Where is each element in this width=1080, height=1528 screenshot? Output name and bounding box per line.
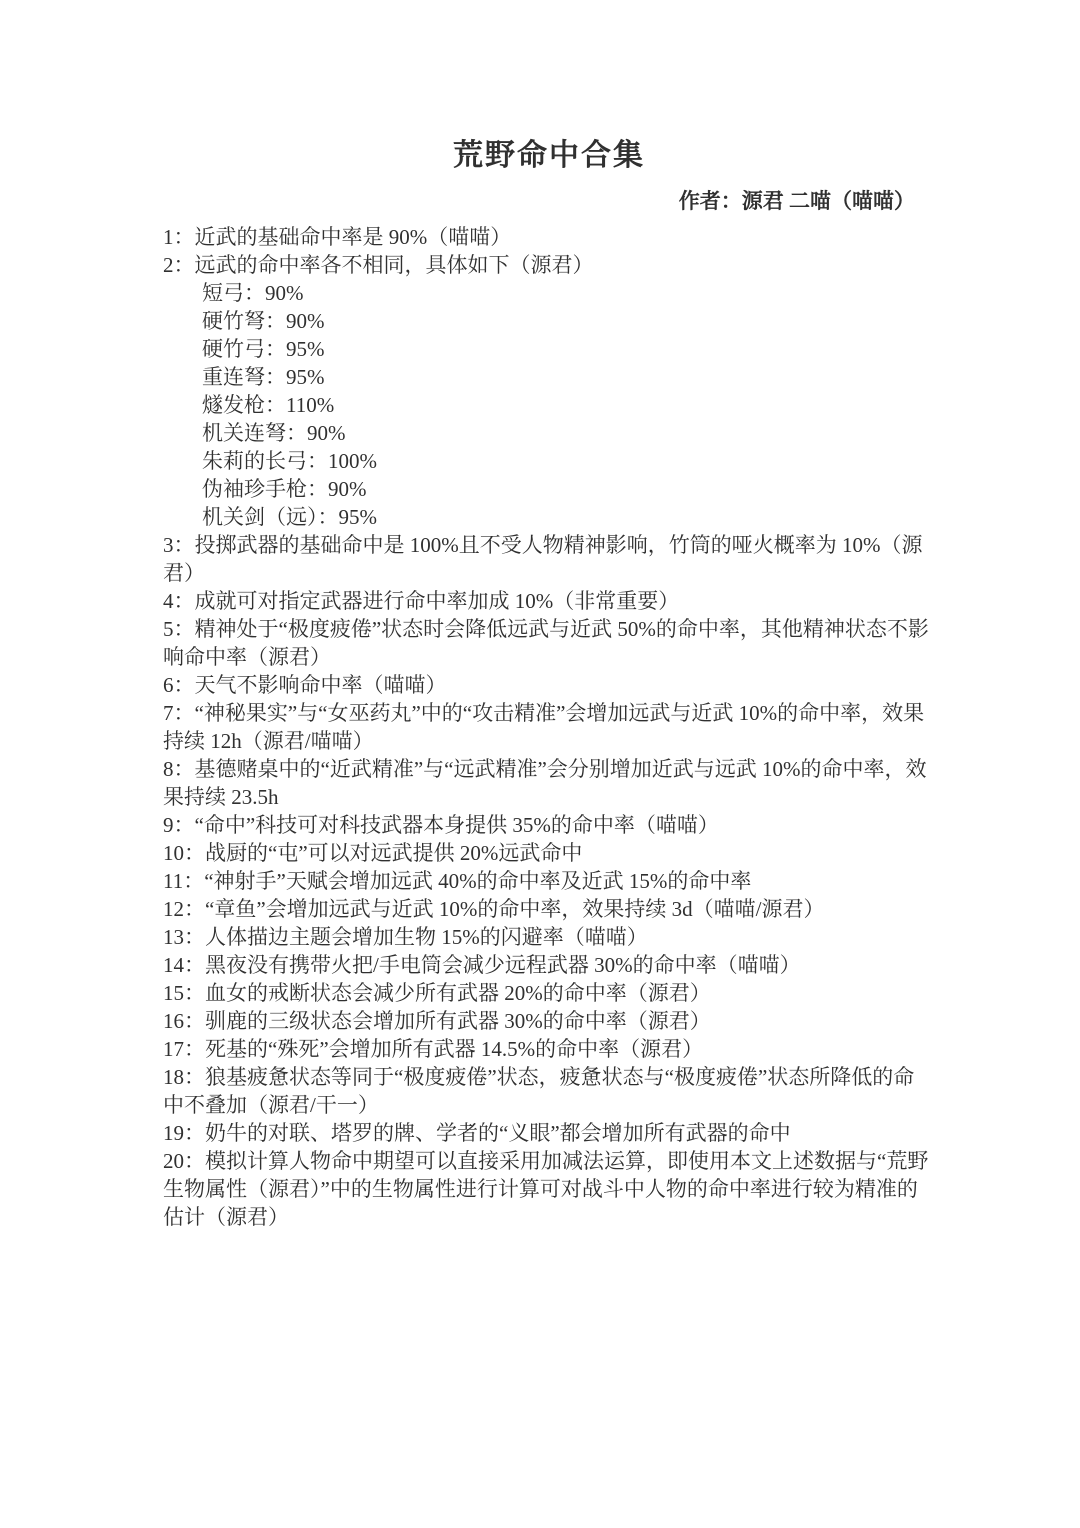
item-text: 投掷武器的基础命中是 100%且不受人物精神影响，竹筒的哑火概率为 10%（源君） — [163, 533, 923, 585]
item-number: 3： — [163, 533, 195, 557]
weapon-separator: ： — [265, 365, 286, 389]
document-body — [163, 223, 935, 1231]
weapon-rate-row — [163, 363, 935, 391]
item-number: 2： — [163, 253, 195, 277]
list-item-14 — [163, 951, 935, 979]
list-item-2 — [163, 251, 935, 279]
item-number: 4： — [163, 589, 195, 613]
item-text: “章鱼”会增加远武与近武 10%的命中率，效果持续 3d（喵喵/源君） — [205, 897, 825, 921]
item-number: 8： — [163, 757, 195, 781]
item-number: 12： — [163, 897, 205, 921]
list-item-13 — [163, 923, 935, 951]
item-text: 死基的“殊死”会增加所有武器 14.5%的命中率（源君） — [205, 1037, 704, 1061]
weapon-separator: ： — [286, 421, 307, 445]
list-item-7 — [163, 699, 935, 755]
list-item-15 — [163, 979, 935, 1007]
weapon-rate: 90% — [307, 421, 346, 445]
item-text: 天气不影响命中率（喵喵） — [194, 673, 447, 697]
item-number: 17： — [163, 1037, 205, 1061]
item-text: 远武的命中率各不相同，具体如下（源君） — [194, 253, 594, 277]
weapon-rate-row — [163, 335, 935, 363]
weapon-rate-row — [163, 503, 935, 531]
document-title: 荒野命中合集 — [453, 139, 645, 172]
item-text: 人体描边主题会增加生物 15%的闪避率（喵喵） — [205, 925, 648, 949]
list-item-12 — [163, 895, 935, 923]
item-number: 13： — [163, 925, 205, 949]
weapon-rate: 95% — [338, 505, 377, 529]
weapon-rate: 110% — [286, 393, 335, 417]
weapon-separator: ： — [265, 309, 286, 333]
weapon-name: 燧发枪 — [202, 393, 265, 417]
weapon-separator: ： — [307, 449, 328, 473]
list-item-10 — [163, 839, 935, 867]
item-text: 狼基疲惫状态等同于“极度疲倦”状态，疲惫状态与“极度疲倦”状态所降低的命中不叠加（源君/干一） — [163, 1065, 915, 1117]
weapon-separator: ： — [265, 337, 286, 361]
weapon-rate-row — [163, 279, 935, 307]
list-item-4 — [163, 587, 935, 615]
weapon-rate: 100% — [328, 449, 377, 473]
weapon-name: 硬竹弓 — [202, 337, 265, 361]
item-number: 5： — [163, 617, 195, 641]
weapon-name: 重连弩 — [202, 365, 265, 389]
weapon-name: 机关剑（远） — [202, 505, 318, 529]
weapon-separator: ： — [317, 505, 339, 529]
weapon-separator: ： — [307, 477, 328, 501]
weapon-rate-row — [163, 475, 935, 503]
item-number: 9： — [163, 813, 195, 837]
item-number: 1： — [163, 225, 195, 249]
list-item-5 — [163, 615, 935, 671]
weapon-separator: ： — [265, 393, 286, 417]
weapon-rate-list — [163, 279, 935, 531]
item-text: 精神处于“极度疲倦”状态时会降低远武与近武 50%的命中率，其他精神状态不影响命中率（源君） — [163, 617, 929, 669]
item-text: 模拟计算人物命中期望可以直接采用加减法运算，即使用本文上述数据与“荒野生物属性（源君）”中的生物属性进行计算可对战斗中人物的命中率进行较为精准的估计（源君） — [163, 1149, 929, 1229]
item-text: 黑夜没有携带火把/手电筒会减少远程武器 30%的命中率（喵喵） — [205, 953, 801, 977]
item-number: 19： — [163, 1121, 205, 1145]
item-number: 14： — [163, 953, 205, 977]
item-text: 成就可对指定武器进行命中率加成 10%（非常重要） — [194, 589, 680, 613]
weapon-name: 伪袖珍手枪 — [202, 477, 307, 501]
weapon-rate-row — [163, 419, 935, 447]
weapon-rate: 90% — [265, 281, 304, 305]
weapon-rate-row — [163, 391, 935, 419]
item-text: 奶牛的对联、塔罗的牌、学者的“义眼”都会增加所有武器的命中 — [205, 1121, 791, 1145]
list-item-1 — [163, 223, 935, 251]
item-text: “命中”科技可对科技武器本身提供 35%的命中率（喵喵） — [194, 813, 719, 837]
weapon-rate: 90% — [286, 309, 325, 333]
item-number: 6： — [163, 673, 195, 697]
item-number: 20： — [163, 1149, 205, 1173]
list-item-9 — [163, 811, 935, 839]
weapon-separator: ： — [244, 281, 265, 305]
weapon-name: 朱莉的长弓 — [202, 449, 307, 473]
list-item-3 — [163, 531, 935, 587]
weapon-rate: 90% — [328, 477, 367, 501]
list-item-8 — [163, 755, 935, 811]
item-text: “神秘果实”与“女巫药丸”中的“攻击精准”会增加远武与近武 10%的命中率，效果持续 12h（源君/喵喵） — [163, 701, 925, 753]
list-item-17 — [163, 1035, 935, 1063]
list-item-20 — [163, 1147, 935, 1231]
item-number: 18： — [163, 1065, 205, 1089]
list-item-11 — [163, 867, 935, 895]
author-line: 作者：源君 二喵（喵喵） — [678, 189, 915, 213]
item-text: 血女的戒断状态会减少所有武器 20%的命中率（源君） — [205, 981, 711, 1005]
weapon-name: 短弓 — [202, 281, 244, 305]
item-text: “神射手”天赋会增加远武 40%的命中率及近武 15%的命中率 — [204, 869, 752, 893]
item-text: 基德赌桌中的“近武精准”与“远武精准”会分别增加近武与远武 10%的命中率，效果持续 23.5h — [163, 757, 927, 809]
weapon-rate: 95% — [286, 365, 325, 389]
item-number: 16： — [163, 1009, 205, 1033]
list-item-18 — [163, 1063, 935, 1119]
item-text: 近武的基础命中率是 90%（喵喵） — [194, 225, 512, 249]
item-text: 驯鹿的三级状态会增加所有武器 30%的命中率（源君） — [205, 1009, 711, 1033]
item-text: 战厨的“屯”可以对远武提供 20%远武命中 — [205, 841, 583, 865]
weapon-rate-row — [163, 447, 935, 475]
weapon-name: 机关连弩 — [202, 421, 286, 445]
list-item-19 — [163, 1119, 935, 1147]
list-item-6 — [163, 671, 935, 699]
item-number: 10： — [163, 841, 205, 865]
item-number: 11： — [163, 869, 205, 893]
weapon-name: 硬竹弩 — [202, 309, 265, 333]
weapon-rate: 95% — [286, 337, 325, 361]
item-number: 7： — [163, 701, 195, 725]
list-item-16 — [163, 1007, 935, 1035]
item-number: 15： — [163, 981, 205, 1005]
weapon-rate-row — [163, 307, 935, 335]
